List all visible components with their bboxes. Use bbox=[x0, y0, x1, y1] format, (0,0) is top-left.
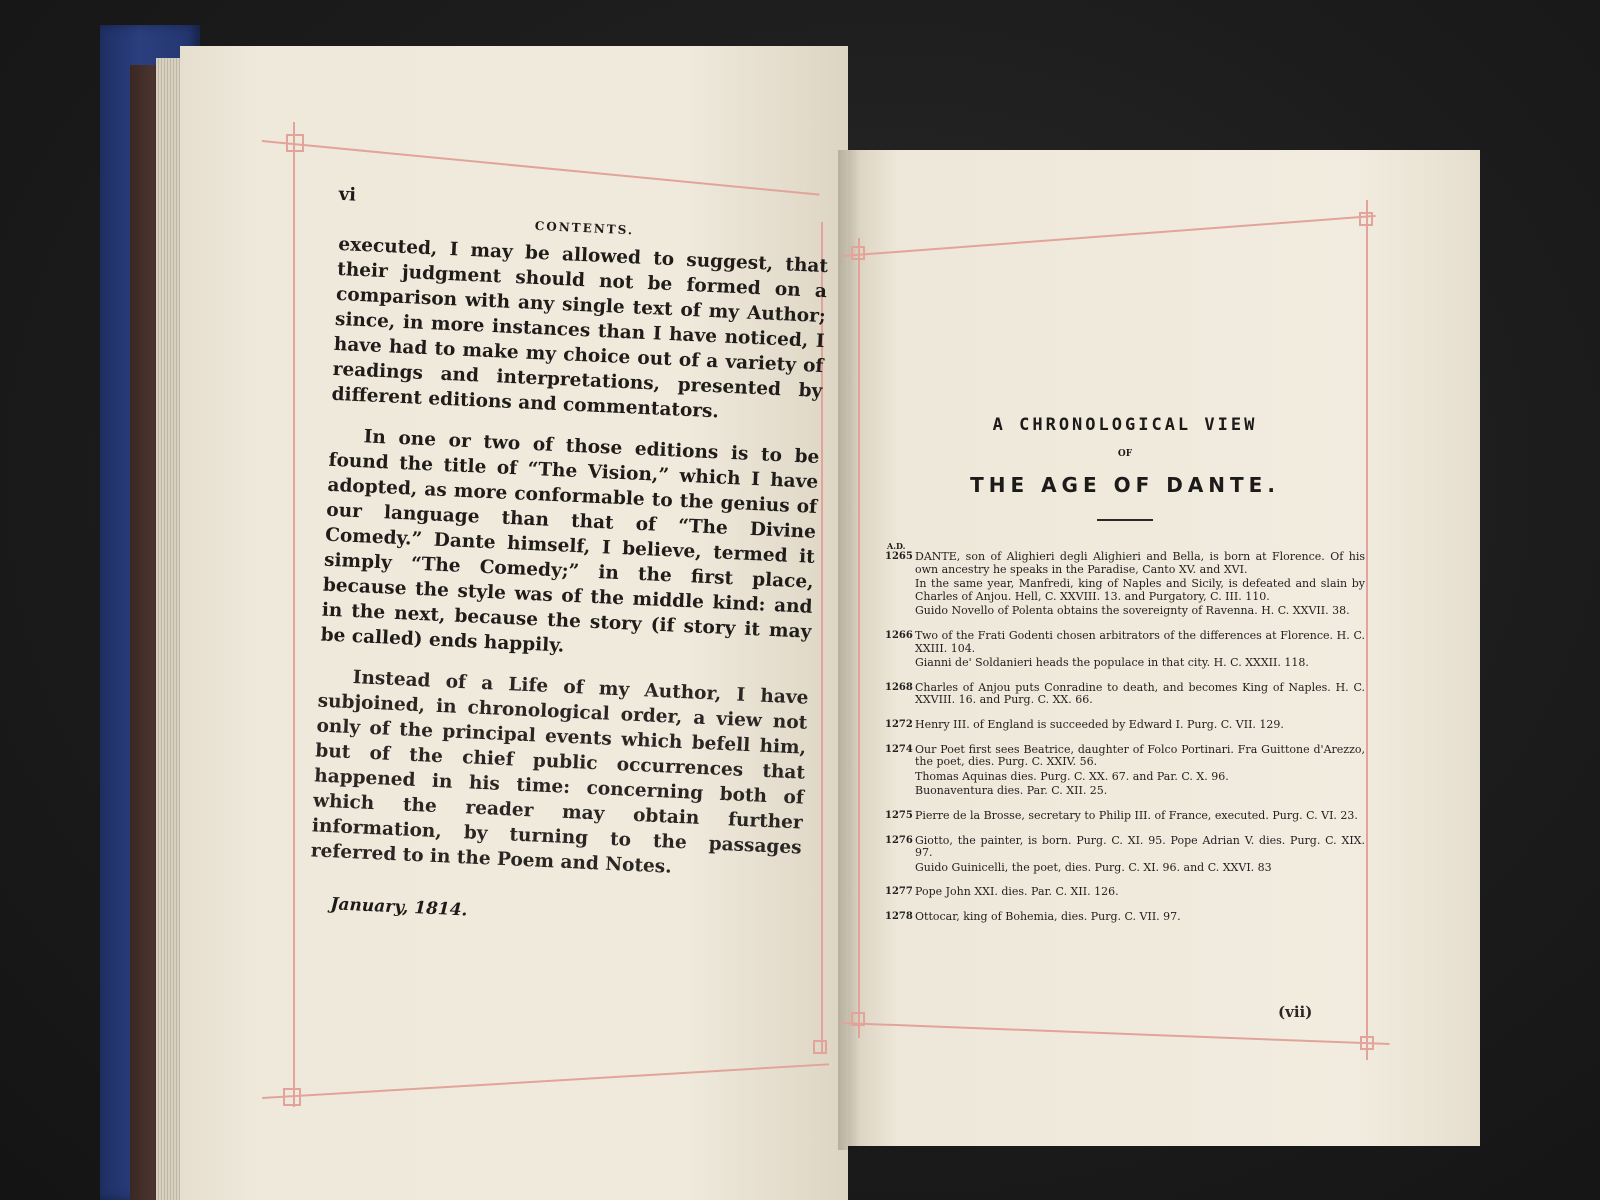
chronology-event: Our Poet first sees Beatrice, daughter of Folco Portinari. Fra Guittone d'Arezzo, the poet, dies. Purg. C. XXIV. 56. bbox=[915, 742, 1365, 769]
chronology-entries bbox=[915, 630, 1365, 672]
chronology-title-of: OF bbox=[1117, 449, 1133, 459]
chronology-entry bbox=[885, 719, 1365, 734]
chronology-event: In the same year, Manfredi, king of Naples and Sicily, is defeated and slain by Charles of Anjou. Hell, C. XXVIII. 13. and Purgatory, C. III. 110. bbox=[915, 577, 1365, 603]
right-page-text-block bbox=[885, 395, 1365, 935]
chronology-entries bbox=[915, 810, 1365, 825]
chronology-entries bbox=[915, 744, 1365, 800]
chronology-event: Giotto, the painter, is born. Purg. C. XI. 95. Pope Adrian V. dies. Purg. C. XIX. 97. bbox=[915, 833, 1365, 860]
chronology-year: 1277 bbox=[885, 886, 913, 898]
right-frame-corner-ornament bbox=[1360, 1036, 1374, 1050]
title-rule bbox=[1097, 519, 1153, 521]
chronology-entries bbox=[915, 719, 1365, 734]
chronology-year: 1266 bbox=[885, 629, 913, 641]
chronology-event: Two of the Frati Godenti chosen arbitrators of the differences at Florence. H. C. XXIII. 104. bbox=[915, 628, 1365, 655]
chronology-event: Gianni de' Soldanieri heads the populace in that city. H. C. XXXII. 118. bbox=[915, 656, 1309, 670]
chronology-entry bbox=[885, 810, 1365, 825]
book-gutter-shadow bbox=[838, 150, 860, 1150]
chronology-event: DANTE, son of Alighieri degli Alighieri and Bella, is born at Florence. Of his own ancestry he speaks in the Paradise, Canto XV. and XVI. bbox=[915, 550, 1365, 576]
chronology-title: A CHRONOLOGICAL VIEW bbox=[992, 415, 1258, 435]
chronology-list bbox=[885, 551, 1365, 925]
chronology-event: Pope John XXI. dies. Par. C. XII. 126. bbox=[915, 885, 1119, 899]
chronology-event: Thomas Aquinas dies. Purg. C. XX. 67. and Par. C. X. 96. bbox=[915, 769, 1229, 783]
right-frame-right-rule bbox=[1366, 200, 1368, 1060]
chronology-year: 1272 bbox=[885, 718, 913, 730]
chronology-entries bbox=[915, 682, 1365, 709]
chronology-event: Buonaventura dies. Par. C. XII. 25. bbox=[915, 784, 1108, 798]
chronology-year: 1275 bbox=[885, 809, 913, 821]
chronology-entries bbox=[915, 551, 1365, 620]
chronology-year: 1274 bbox=[885, 743, 913, 755]
chronology-main-title: THE AGE OF DANTE. bbox=[970, 473, 1280, 497]
chronology-entries bbox=[915, 911, 1365, 926]
chronology-year: 1268 bbox=[885, 681, 913, 693]
chronology-event: Pierre de la Brosse, secretary to Philip III. of France, executed. Purg. C. VI. 23. bbox=[915, 808, 1358, 822]
left-frame-corner-ornament bbox=[286, 134, 304, 152]
paragraph: In one or two of those editions is to be found the title of “The Vision,” which I have adopted, as more conformable to the genius of our language than that of “The Divine Comedy.” Dante himself, I believe, termed it simply “The Comedy;” in the first place, because the style was of the middle kind: and in the next, because the story (if story it may be called) ends happily. bbox=[320, 426, 820, 657]
page-number: vi bbox=[338, 183, 357, 206]
chronology-year: 1276 bbox=[885, 834, 913, 846]
left-frame-corner-ornament bbox=[813, 1040, 827, 1054]
chronology-entry bbox=[885, 551, 1365, 620]
chronology-event: Charles of Anjou puts Conradine to death, and becomes King of Naples. H. C. XXVIII. 16. and Purg. C. XX. 66. bbox=[915, 680, 1365, 707]
chronology-entry bbox=[885, 682, 1365, 709]
chronology-entry bbox=[885, 911, 1365, 926]
chronology-event: Guido Novello of Polenta obtains the sovereignty of Ravenna. H. C. XXVII. 38. bbox=[915, 604, 1350, 618]
left-frame-corner-ornament bbox=[283, 1088, 301, 1106]
chronology-year: 1278 bbox=[885, 910, 913, 922]
chronology-entry bbox=[885, 886, 1365, 901]
chronology-event: Ottocar, king of Bohemia, dies. Purg. C. VII. 97. bbox=[915, 909, 1181, 923]
chronology-entry bbox=[885, 630, 1365, 672]
chronology-year: 1265 bbox=[885, 551, 913, 562]
running-head: CONTENTS. bbox=[534, 218, 635, 238]
signoff-date: January, 1814. bbox=[330, 894, 468, 921]
chronology-event: Guido Guinicelli, the poet, dies. Purg. C. XI. 96. and C. XXVI. 83 bbox=[915, 860, 1272, 874]
chronology-entry bbox=[885, 744, 1365, 800]
folio-number: (vii) bbox=[1278, 1003, 1313, 1021]
chronology-entries bbox=[915, 835, 1365, 877]
left-page-text-block bbox=[308, 183, 829, 936]
left-frame-left-rule bbox=[293, 122, 295, 1107]
chronology-entries bbox=[915, 886, 1365, 901]
ad-label: A.D. bbox=[887, 541, 906, 551]
paragraph: executed, I may be allowed to suggest, that their judgment should not be formed on a comparison with any single text of my Author; since, in more instances than I have noticed, I have had to make my choice out of a variety of readings and interpretations, presented by different editions and commentators. bbox=[331, 233, 829, 423]
chronology-event: Henry III. of England is succeeded by Edward I. Purg. C. VII. 129. bbox=[915, 717, 1284, 731]
right-frame-left-rule bbox=[858, 238, 860, 1038]
paragraph: Instead of a Life of my Author, I have subjoined, in chronological order, a view not only of the principal events which befell him, but of the chief public occurrences that happened in his time: concerning both of which the reader may obtain further information, by turning to the passages referred to in the Poem and Notes. bbox=[310, 667, 809, 878]
right-frame-corner-ornament bbox=[851, 1012, 865, 1026]
right-frame-corner-ornament bbox=[851, 246, 865, 260]
chronology-entry bbox=[885, 835, 1365, 877]
right-frame-corner-ornament bbox=[1359, 212, 1373, 226]
